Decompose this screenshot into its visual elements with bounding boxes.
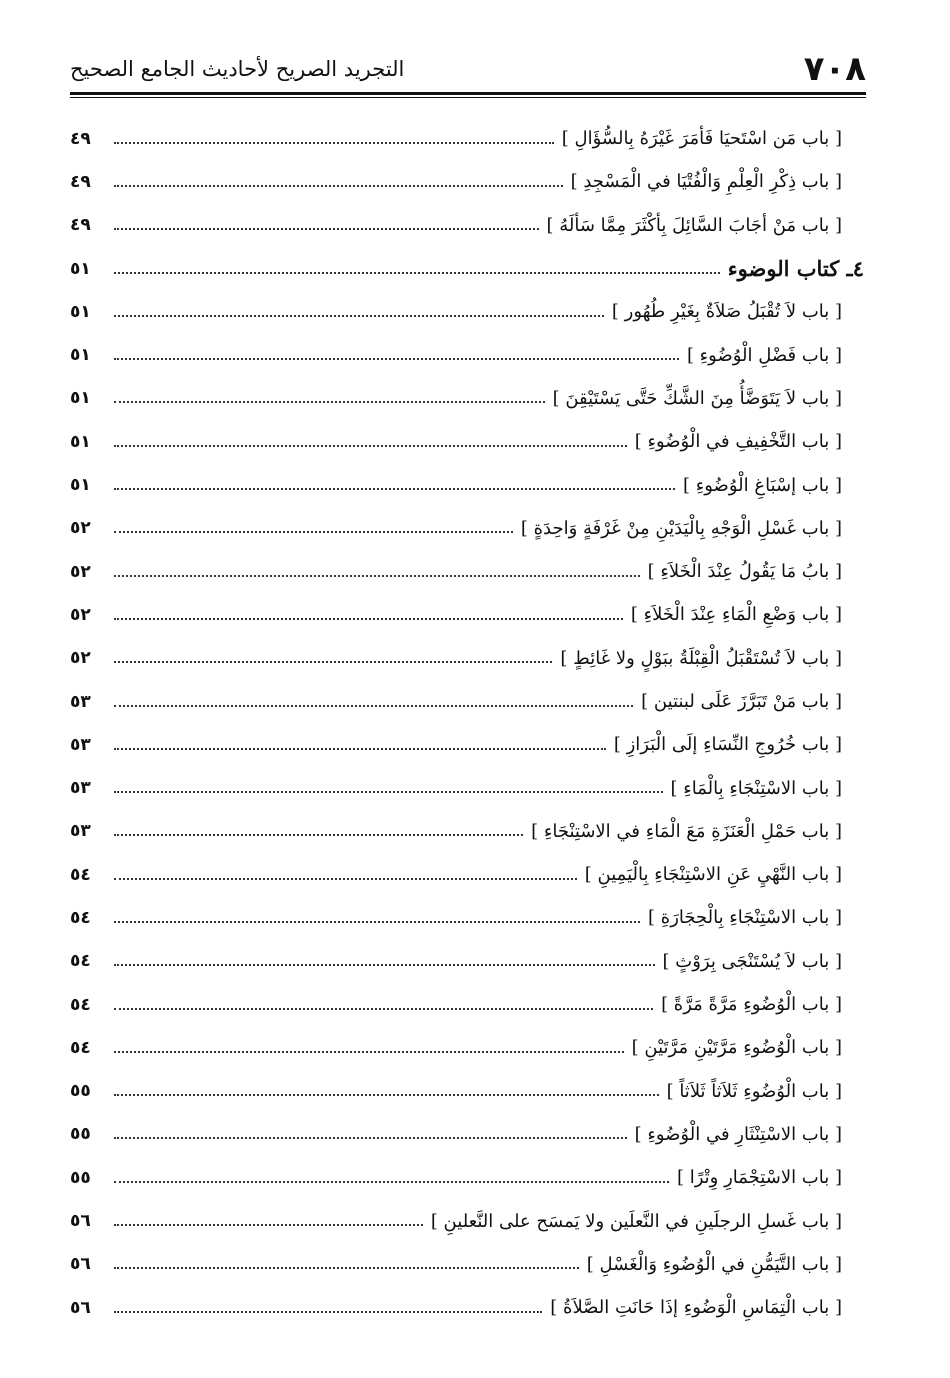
dot-leader	[114, 488, 675, 490]
page-number: ٧٠٨	[803, 49, 866, 89]
dot-leader	[114, 1181, 669, 1183]
entry-title: [ باب الْوُضُوءِ مَرَّتَيْنِ مَرَّتَيْنِ ]	[631, 1037, 842, 1059]
entry-title: [ باب الاسْتِجْمَارِ وِتْرًا ]	[677, 1167, 842, 1189]
toc-entry	[70, 766, 842, 809]
entry-page-number: ٥١	[70, 388, 91, 409]
entry-title: [ باب الْوُضُوءِ ثَلاَثاً ثَلاَثاً ]	[666, 1080, 842, 1102]
toc-entry	[70, 853, 842, 896]
toc-entry	[70, 637, 842, 680]
toc-entry	[70, 1243, 842, 1286]
entry-title: [ باب فَضْلِ الْوُضُوءِ ]	[686, 344, 842, 366]
dot-leader	[114, 748, 606, 750]
entry-page-number: ٥١	[70, 475, 91, 496]
dot-leader	[114, 834, 523, 836]
dot-leader	[114, 1137, 627, 1139]
entry-page-number: ٥٣	[70, 691, 91, 712]
entry-title: [ باب ذِكْرِ الْعِلْمِ وَالْفُتْيَا في الْمَسْجِدِ ]	[570, 171, 842, 193]
dot-leader	[114, 185, 563, 187]
header-rule-thin	[70, 97, 866, 98]
toc-entry	[70, 723, 842, 766]
entry-page-number: ٥١	[70, 431, 91, 452]
running-title: التجريد الصريح لأحاديث الجامع الصحيح	[70, 57, 405, 81]
entry-title: [ باب النَّهْيِ عَنِ الاسْتِنْجَاءِ بِالْيَمِينِ ]	[584, 864, 842, 886]
dot-leader	[114, 142, 554, 144]
toc-entry	[70, 940, 842, 983]
chapter-title: ٤ـ كتاب الوضوء	[727, 256, 864, 282]
dot-leader	[114, 661, 552, 663]
dot-leader	[114, 878, 577, 880]
dot-leader	[114, 228, 539, 230]
entry-title: [ باب غَسلِ الرجلَينِ في النَّعلَين ولا يَمسَح على النَّعلينِ ]	[430, 1210, 842, 1232]
dot-leader	[114, 1051, 624, 1053]
dot-leader	[114, 315, 604, 317]
entry-title: [ باب لاَ تُسْتَقْبَلُ الْقِبْلَةُ ببَوْلٍ ولا غَائِطٍ ]	[560, 647, 842, 669]
entry-page-number: ٥٦	[70, 1254, 91, 1275]
entry-page-number: ٥٣	[70, 778, 91, 799]
entry-page-number: ٤٩	[70, 128, 91, 149]
entry-page-number: ٥٢	[70, 518, 91, 539]
entry-title: [ باب غَسْلِ الْوَجْهِ بِالْيَدَيْنِ مِنْ غَرْفَةٍ وَاحِدَةٍ ]	[520, 517, 842, 539]
entry-title: [ باب التَّخْفِيفِ في الْوُضُوءِ ]	[634, 431, 842, 453]
entry-title: [ باب مَنْ تَبَرَّزَ عَلَى لبنتين ]	[641, 691, 842, 712]
toc-entry	[70, 1026, 842, 1069]
entry-page-number: ٥٤	[70, 907, 91, 928]
entry-page-number: ٤٩	[70, 171, 91, 192]
header-rule-thick	[70, 92, 866, 95]
dot-leader	[114, 705, 633, 707]
dot-leader	[114, 964, 655, 966]
toc-entry	[70, 1113, 842, 1156]
toc-entry	[70, 680, 842, 723]
toc-entry	[70, 810, 842, 853]
dot-leader	[114, 401, 545, 403]
entry-page-number: ٥٥	[70, 1167, 91, 1188]
dot-leader	[114, 1311, 542, 1313]
page-header	[70, 44, 866, 90]
toc-entry	[70, 1199, 842, 1242]
toc-entry	[70, 160, 842, 203]
entry-page-number: ٥١	[70, 301, 91, 322]
entry-title: [ باب مَن اسْتَحيَا فَأمَرَ غَيْرَهُ بِالسُّؤَالِ ]	[561, 128, 842, 150]
entry-title: [ باب إسْبَاغِ الْوُضُوءِ ]	[683, 474, 842, 496]
entry-page-number: ٥٢	[70, 561, 91, 582]
entry-title: [ باب التَّيَمُّنِ في الْوُضُوءِ وَالْغَسْلِ ]	[586, 1253, 842, 1275]
dot-leader	[114, 531, 513, 533]
entry-page-number: ٥٢	[70, 604, 91, 625]
entry-page-number: ٥٤	[70, 1037, 91, 1058]
dot-leader	[114, 575, 640, 577]
dot-leader	[114, 921, 640, 923]
dot-leader	[114, 618, 623, 620]
entry-title: [ باب وَضْعِ الْمَاءِ عِنْدَ الْخَلاَءِ ]	[630, 604, 842, 626]
entry-title: [ باب الْوُضُوءِ مَرَّةً مَرَّةً ]	[661, 994, 842, 1016]
entry-title: [ باب لاَ تُقْبَلُ صَلاَةٌ بِغَيْرِ طُهُور ]	[611, 301, 842, 323]
dot-leader	[114, 1008, 653, 1010]
toc-entry	[70, 204, 842, 247]
toc-entry	[70, 550, 842, 593]
entry-page-number: ٥٦	[70, 1297, 91, 1318]
entry-page-number: ٤٩	[70, 215, 91, 236]
entry-page-number: ٥٥	[70, 1124, 91, 1145]
entry-title: [ باب الْتِمَاسِ الْوَضُوءِ إذَا حَانَتِ الصَّلاَةُ ]	[550, 1297, 842, 1319]
table-of-contents	[70, 117, 864, 1329]
entry-title: [ بابُ مَا يَقُولُ عِنْدَ الْخَلاَءِ ]	[647, 561, 842, 583]
entry-title: [ باب الاسْتِنْثَارِ في الْوُضُوءِ ]	[634, 1123, 842, 1145]
dot-leader	[114, 1267, 579, 1269]
toc-chapter-heading	[70, 247, 864, 290]
entry-page-number: ٥٣	[70, 821, 91, 842]
entry-title: [ باب حَمْلِ الْعَنَزَةِ مَعَ الْمَاءِ في الاسْتِنْجَاءِ ]	[531, 820, 842, 842]
entry-title: [ باب الاسْتِنْجَاءِ بِالْمَاءِ ]	[670, 777, 842, 799]
entry-page-number: ٥٤	[70, 994, 91, 1015]
dot-leader	[114, 791, 663, 793]
entry-page-number: ٥٤	[70, 864, 91, 885]
entry-title: [ باب الاسْتِنْجَاءِ بِالْحِجَارَةِ ]	[648, 907, 842, 929]
entry-page-number: ٥٣	[70, 734, 91, 755]
entry-title: [ باب لاَ يُسْتَنْجَى بِرَوْثٍ ]	[662, 950, 842, 972]
entry-page-number: ٥٤	[70, 951, 91, 972]
toc-entry	[70, 983, 842, 1026]
entry-page-number: ٥٥	[70, 1081, 91, 1102]
toc-entry	[70, 377, 842, 420]
toc-entry	[70, 896, 842, 939]
toc-entry	[70, 593, 842, 636]
entry-page-number: ٥١	[70, 345, 91, 366]
toc-entry	[70, 117, 842, 160]
entry-page-number: ٥٦	[70, 1211, 91, 1232]
dot-leader	[114, 358, 679, 360]
toc-entry	[70, 420, 842, 463]
toc-entry	[70, 1156, 842, 1199]
entry-title: [ باب لاَ يَتَوَضَّأُ مِنَ الشَّكِّ حَتَّى يَسْتَيْقِنَ ]	[552, 387, 842, 409]
toc-entry	[70, 463, 842, 506]
toc-entry	[70, 507, 842, 550]
dot-leader	[114, 1224, 423, 1226]
entry-title: [ باب خُرُوجِ النِّسَاءِ إلَى الْبَرَازِ ]	[613, 734, 842, 756]
toc-entry	[70, 1070, 842, 1113]
dot-leader	[114, 445, 627, 447]
entry-title: [ باب مَنْ أجَابَ السَّائِلَ بِأكْثَرَ مِمَّا سَألَهُ ]	[546, 214, 842, 236]
toc-entry	[70, 1286, 842, 1329]
dot-leader	[114, 1094, 659, 1096]
dot-leader	[114, 272, 720, 274]
entry-page-number: ٥١	[70, 258, 91, 279]
entry-page-number: ٥٢	[70, 648, 91, 669]
toc-entry	[70, 290, 842, 333]
toc-entry	[70, 333, 842, 376]
